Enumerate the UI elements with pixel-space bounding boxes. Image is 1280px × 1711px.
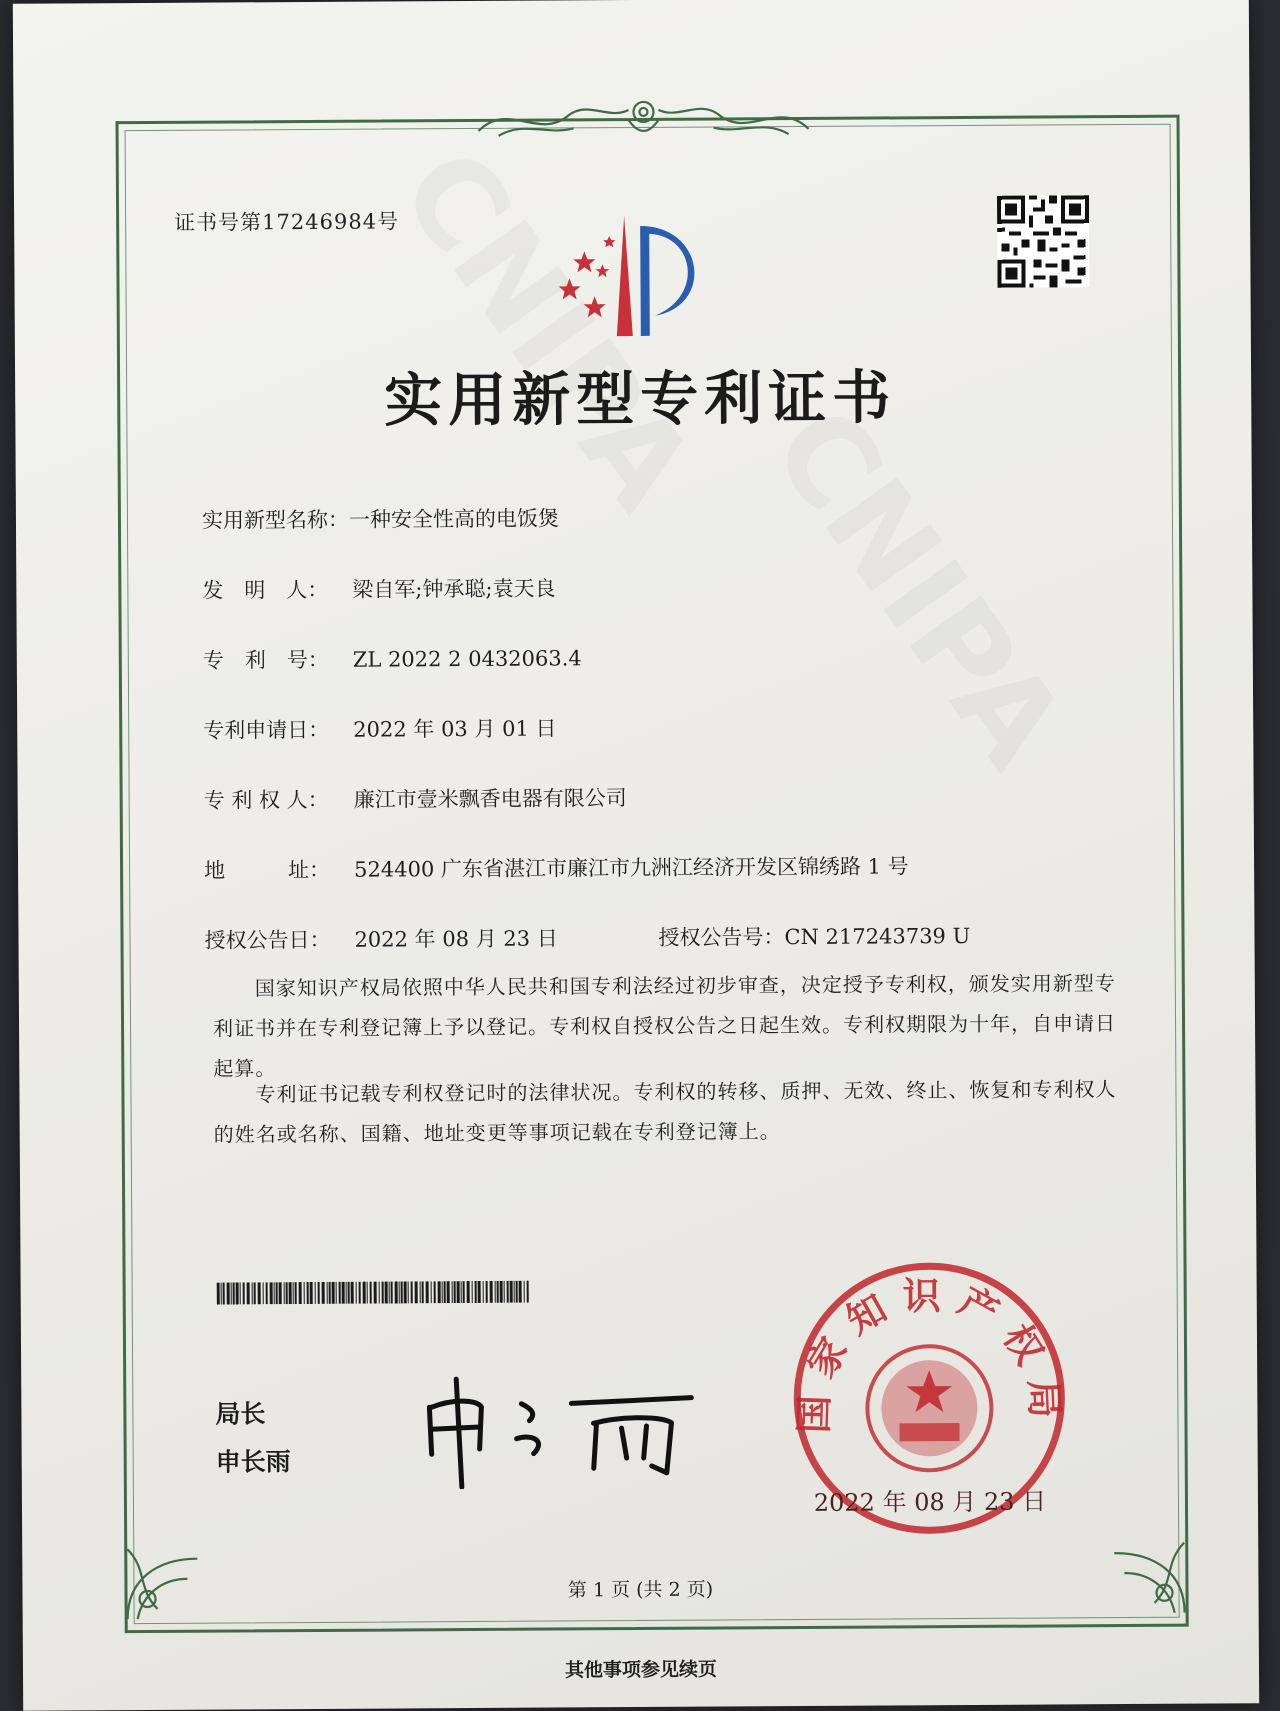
top-ornament-icon	[468, 89, 818, 151]
qr-code-icon	[997, 195, 1090, 288]
field-label: 专 利 号：	[202, 647, 329, 673]
field-utility-model-name	[202, 502, 559, 534]
field-label: 授权公告号：	[658, 925, 785, 950]
page-indicator: 第 1 页 (共 2 页)	[567, 1578, 714, 1602]
field-value: CN 217243739 U	[784, 923, 971, 950]
seal-text: 国家知识产权局	[791, 1273, 1068, 1434]
legal-status-statement: 专利证书记载专利权登记时的法律状况。专利权的转移、质押、无效、终止、恢复和专利权人的姓名或名称、国籍、地址变更等事项记载在专利登记簿上。	[213, 1077, 1117, 1147]
field-grant-date	[204, 922, 557, 954]
field-announcement-number	[658, 920, 970, 952]
field-value: 2022 年 08 月 23 日	[354, 926, 558, 952]
field-value: 524400 广东省湛江市廉江市九洲江经济开发区锦绣路 1 号	[354, 854, 909, 882]
field-value: 廉江市壹米飘香电器有限公司	[353, 786, 627, 812]
field-application-date	[203, 712, 556, 744]
field-patentee	[204, 782, 627, 815]
document-title: 实用新型专利证书	[384, 363, 897, 435]
field-address	[204, 850, 909, 884]
certificate-sheet	[13, 0, 1259, 1711]
seal-date: 2022 年 08 月 23 日	[813, 1487, 1047, 1517]
grant-statement: 国家知识产权局依照中华人民共和国专利法经过初步审查，决定授予专利权，颁发实用新型专利证书并在专利登记簿上予以登记。专利权自授权公告之日起生效。专利权期限为十年，自申请日起算。	[212, 971, 1117, 1081]
handwritten-signature	[421, 1368, 712, 1490]
field-value: ZL 2022 2 0432063.4	[352, 646, 582, 672]
field-inventors	[202, 572, 555, 604]
director-name: 申长雨	[215, 1447, 291, 1477]
field-label: 授权公告日：	[204, 927, 331, 953]
field-label: 专利申请日：	[203, 717, 330, 743]
field-label: 实用新型名称：	[201, 507, 350, 533]
field-value: 2022 年 03 月 01 日	[353, 716, 557, 742]
field-value: 梁自军;钟承聪;袁天良	[352, 576, 556, 602]
field-patent-number	[203, 642, 582, 674]
field-label: 专 利 权 人：	[203, 787, 329, 813]
field-label: 地 址：	[204, 857, 331, 883]
cnipa-logo-icon	[554, 205, 725, 346]
director-title: 局长	[215, 1399, 266, 1429]
field-value: 一种安全性高的电饭煲	[348, 506, 560, 532]
continuation-note: 其他事项参见续页	[564, 1658, 718, 1682]
field-label: 发 明 人：	[202, 577, 329, 603]
barcode-icon	[217, 1281, 533, 1305]
certificate-number: 证书号第17246984号	[174, 209, 400, 235]
